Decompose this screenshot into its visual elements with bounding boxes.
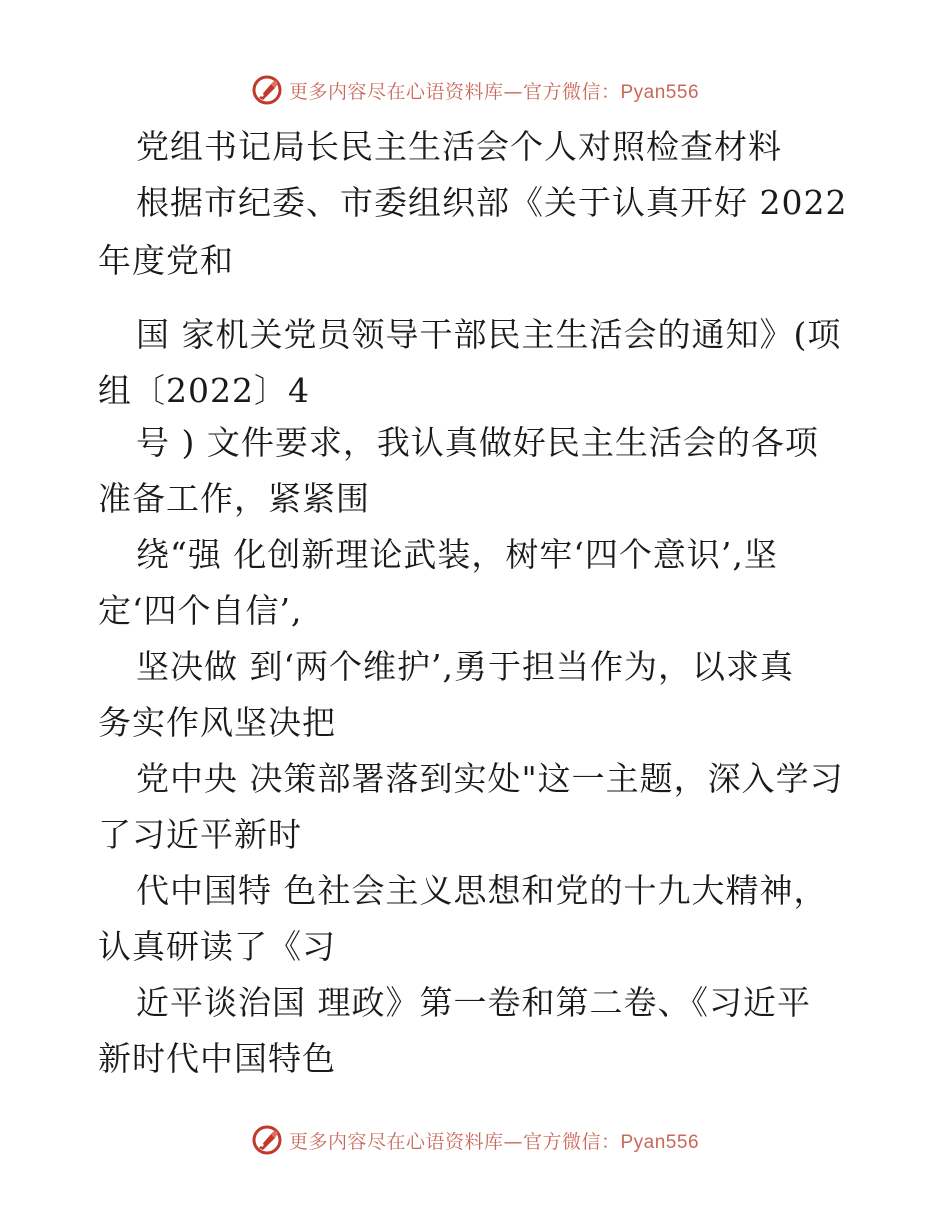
paragraph-line: 坚决做 到‘两个维护’,勇于担当作为，以求真 (136, 647, 794, 686)
banner-wechat-id: Pyan556 (620, 81, 700, 103)
paragraph-line: 认真研读了《习 (98, 927, 336, 966)
banner-separator: — (503, 1130, 523, 1153)
paragraph-line: 绕“强 化创新理论武装，树牢‘四个意识’,坚 (136, 535, 778, 574)
paragraph-line: 定‘四个自信’, (98, 591, 303, 630)
paragraph-line: 了习近平新时 (98, 815, 302, 854)
banner-separator: — (503, 80, 523, 103)
paragraph-line: 组〔2022〕4 (98, 371, 310, 410)
paragraph-line: 根据市纪委、市委组织部《关于认真开好 2022 (136, 183, 848, 222)
pen-nib-logo-icon (251, 74, 283, 106)
paragraph-line: 号 ) 文件要求，我认真做好民主生活会的各项 (136, 423, 819, 462)
footer-banner (0, 1120, 950, 1160)
paragraph-line: 务实作风坚决把 (98, 703, 336, 742)
paragraph-line: 国 家机关党员领导干部民主生活会的通知》(项 (136, 315, 842, 354)
banner-main-text: 更多内容尽在心语资料库 (288, 80, 504, 103)
paragraph-line: 党中央 决策部署落到实处"这一主题，深入学习 (136, 759, 844, 798)
document-title: 党组书记局长民主生活会个人对照检查材料 (136, 127, 782, 166)
banner-text (289, 1127, 699, 1154)
header-banner (0, 70, 950, 110)
paragraph-line: 新时代中国特色 (98, 1039, 336, 1078)
banner-suffix: 官方微信： (522, 1130, 621, 1153)
banner-wechat-id: Pyan556 (620, 1131, 700, 1153)
paragraph-line: 准备工作，紧紧围 (98, 479, 370, 518)
banner-suffix: 官方微信： (522, 80, 621, 103)
paragraph-line: 年度党和 (98, 241, 234, 280)
paragraph-line: 近平谈治国 理政》第一卷和第二卷、《习近平 (136, 983, 811, 1022)
banner-main-text: 更多内容尽在心语资料库 (288, 1130, 504, 1153)
pen-nib-logo-icon (251, 1124, 283, 1156)
paragraph-line: 代中国特 色社会主义思想和党的十九大精神， (136, 871, 828, 910)
banner-text (289, 77, 699, 104)
